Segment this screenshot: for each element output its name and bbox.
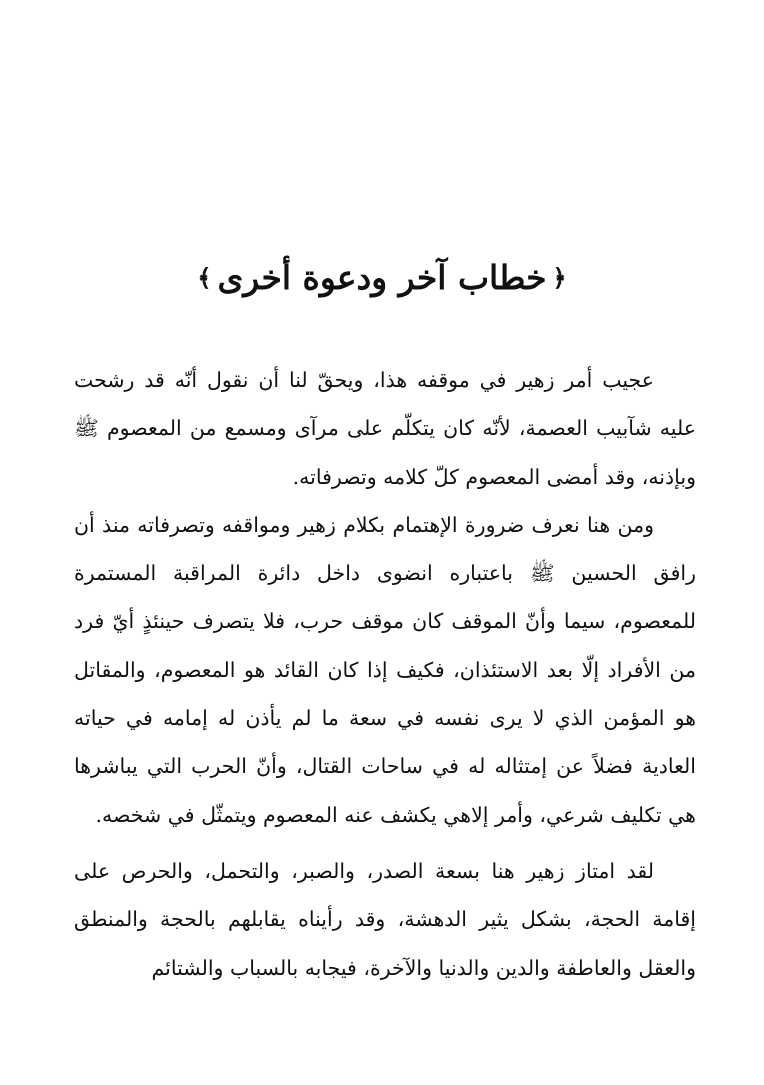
- paragraph-1: عجيب أمر زهير في موقفه هذا، ويحقّ لنا أن نقول أنّه قد رشحت عليه شآبيب العصمة، لأنّه كان يتكلّم على مرآى ومسمع من المعصوم ﷺ وبإذنه، وقد أمضى المعصوم كلّ كلامه وتصرفاته.: [74, 368, 696, 489]
- heading-text: خطاب آخر ودعوة أخرى: [217, 258, 547, 297]
- ornament-left-icon: ﴾: [197, 263, 212, 292]
- chapter-heading: [0, 252, 764, 304]
- paragraph-2: ومن هنا نعرف ضرورة الإهتمام بكلام زهير ومواقفه وتصرفاته منذ أن رافق الحسين ﷺ باعتباره انضوى داخل دائرة المراقبة المستمرة للمعصوم، سيما وأنّ الموقف كان موقف حرب، فلا يتصرف حينئذٍ أيّ فرد من الأفراد إلّا بعد الاستئذان، فكيف إذا كان القائد هو المعصوم، والمقاتل هو المؤمن الذي لا يرى نفسه في سعة ما لم يأذن له إمامه في حياته العادية فضلاً عن إمتثاله له في ساحات القتال، وأنّ الحرب التي يباشرها هي تكليف شرعي، وأمر إلاهي يكشف عنه المعصوم ويتمثّل في شخصه.: [74, 512, 696, 827]
- ornament-right-icon: ﴿: [552, 263, 567, 292]
- paragraph-3: لقد امتاز زهير هنا بسعة الصدر، والصبر، والتحمل، والحرص على إقامة الحجة، بشكل يثير الدهشة، وقد رأيناه يقابلهم بالحجة والمنطق والعقل والعاطفة والدين والدنيا والآخرة، فيجابه بالسباب والشتائم: [74, 858, 696, 980]
- body-text: [74, 356, 696, 992]
- heading-line: [197, 252, 566, 304]
